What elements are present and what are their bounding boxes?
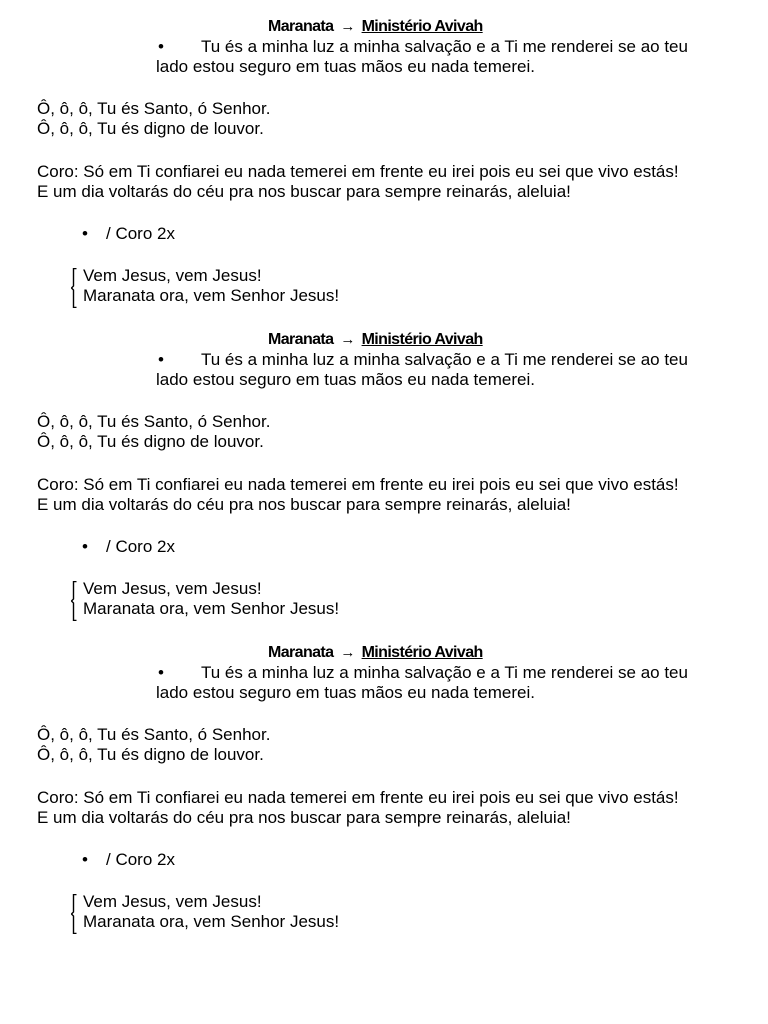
bullet-icon: •	[82, 224, 88, 243]
santo-line-1: Ô, ô, ô, Tu és Santo, ó Senhor.	[37, 99, 271, 118]
vem-line-2: Maranata ora, vem Senhor Jesus!	[83, 286, 340, 305]
chorus-line-2: E um dia voltarás do céu pra nos buscar para sempre reinarás, aleluia!	[37, 495, 571, 514]
chorus-line-1: Coro: Só em Ti confiarei eu nada temerei em frente eu irei pois eu sei que vivo estás!	[37, 788, 679, 807]
santo-verse	[37, 99, 270, 139]
santo-line-2: Ô, ô, ô, Tu és digno de louvor.	[37, 119, 264, 138]
chorus-line-2: E um dia voltarás do céu pra nos buscar para sempre reinarás, aleluia!	[37, 182, 571, 201]
santo-line-1: Ô, ô, ô, Tu és Santo, ó Senhor.	[37, 412, 271, 431]
intro-verse	[156, 37, 726, 77]
chorus	[37, 475, 679, 515]
intro-line-1: Tu és a minha luz a minha salvação e a Ti me renderei se ao teu	[201, 663, 688, 682]
chorus	[37, 162, 679, 202]
lyrics-block-3	[0, 626, 768, 938]
artist-name: Ministério Avivah	[361, 331, 483, 348]
left-brace-icon	[71, 894, 77, 934]
left-brace-icon	[71, 581, 77, 621]
vem-line-1: Vem Jesus, vem Jesus!	[83, 266, 262, 285]
vem-jesus-verse	[83, 266, 339, 306]
arrow-icon: →	[340, 644, 355, 661]
left-brace-icon	[71, 268, 77, 308]
intro-verse	[156, 350, 726, 390]
vem-line-2: Maranata ora, vem Senhor Jesus!	[83, 912, 340, 931]
song-title	[268, 330, 483, 350]
song-name: Maranata	[268, 331, 334, 348]
intro-line-2: lado estou seguro em tuas mãos eu nada temerei.	[156, 683, 535, 702]
bullet-icon: •	[158, 663, 164, 682]
chorus	[37, 788, 679, 828]
chorus-repeat	[82, 224, 175, 244]
chorus-line-2: E um dia voltarás do céu pra nos buscar para sempre reinarás, aleluia!	[37, 808, 571, 827]
chorus-line-1: Coro: Só em Ti confiarei eu nada temerei em frente eu irei pois eu sei que vivo estás!	[37, 475, 679, 494]
lyrics-block-2	[0, 313, 768, 625]
santo-verse	[37, 725, 270, 765]
chorus-repeat-label: / Coro 2x	[106, 537, 175, 556]
vem-line-1: Vem Jesus, vem Jesus!	[83, 579, 262, 598]
arrow-icon: →	[340, 331, 355, 348]
santo-line-2: Ô, ô, ô, Tu és digno de louvor.	[37, 745, 264, 764]
intro-line-1: Tu és a minha luz a minha salvação e a Ti me renderei se ao teu	[201, 37, 688, 56]
santo-line-2: Ô, ô, ô, Tu és digno de louvor.	[37, 432, 264, 451]
vem-line-2: Maranata ora, vem Senhor Jesus!	[83, 599, 340, 618]
santo-verse	[37, 412, 270, 452]
intro-line-2: lado estou seguro em tuas mãos eu nada temerei.	[156, 57, 535, 76]
vem-jesus-verse	[83, 579, 339, 619]
vem-jesus-verse	[83, 892, 339, 932]
bullet-icon: •	[158, 37, 164, 56]
chorus-line-1: Coro: Só em Ti confiarei eu nada temerei em frente eu irei pois eu sei que vivo estás!	[37, 162, 679, 181]
intro-line-2: lado estou seguro em tuas mãos eu nada temerei.	[156, 370, 535, 389]
chorus-repeat-label: / Coro 2x	[106, 224, 175, 243]
arrow-icon: →	[340, 18, 355, 35]
bullet-icon: •	[82, 537, 88, 556]
bullet-icon: •	[82, 850, 88, 869]
chorus-repeat-label: / Coro 2x	[106, 850, 175, 869]
intro-line-1: Tu és a minha luz a minha salvação e a Ti me renderei se ao teu	[201, 350, 688, 369]
lyrics-block-1	[0, 0, 768, 312]
intro-verse	[156, 663, 726, 703]
chorus-repeat	[82, 850, 175, 870]
artist-name: Ministério Avivah	[361, 18, 483, 35]
song-name: Maranata	[268, 18, 334, 35]
bullet-icon: •	[158, 350, 164, 369]
santo-line-1: Ô, ô, ô, Tu és Santo, ó Senhor.	[37, 725, 271, 744]
song-title	[268, 643, 483, 663]
chorus-repeat	[82, 537, 175, 557]
vem-line-1: Vem Jesus, vem Jesus!	[83, 892, 262, 911]
song-name: Maranata	[268, 644, 334, 661]
song-title	[268, 17, 483, 37]
artist-name: Ministério Avivah	[361, 644, 483, 661]
